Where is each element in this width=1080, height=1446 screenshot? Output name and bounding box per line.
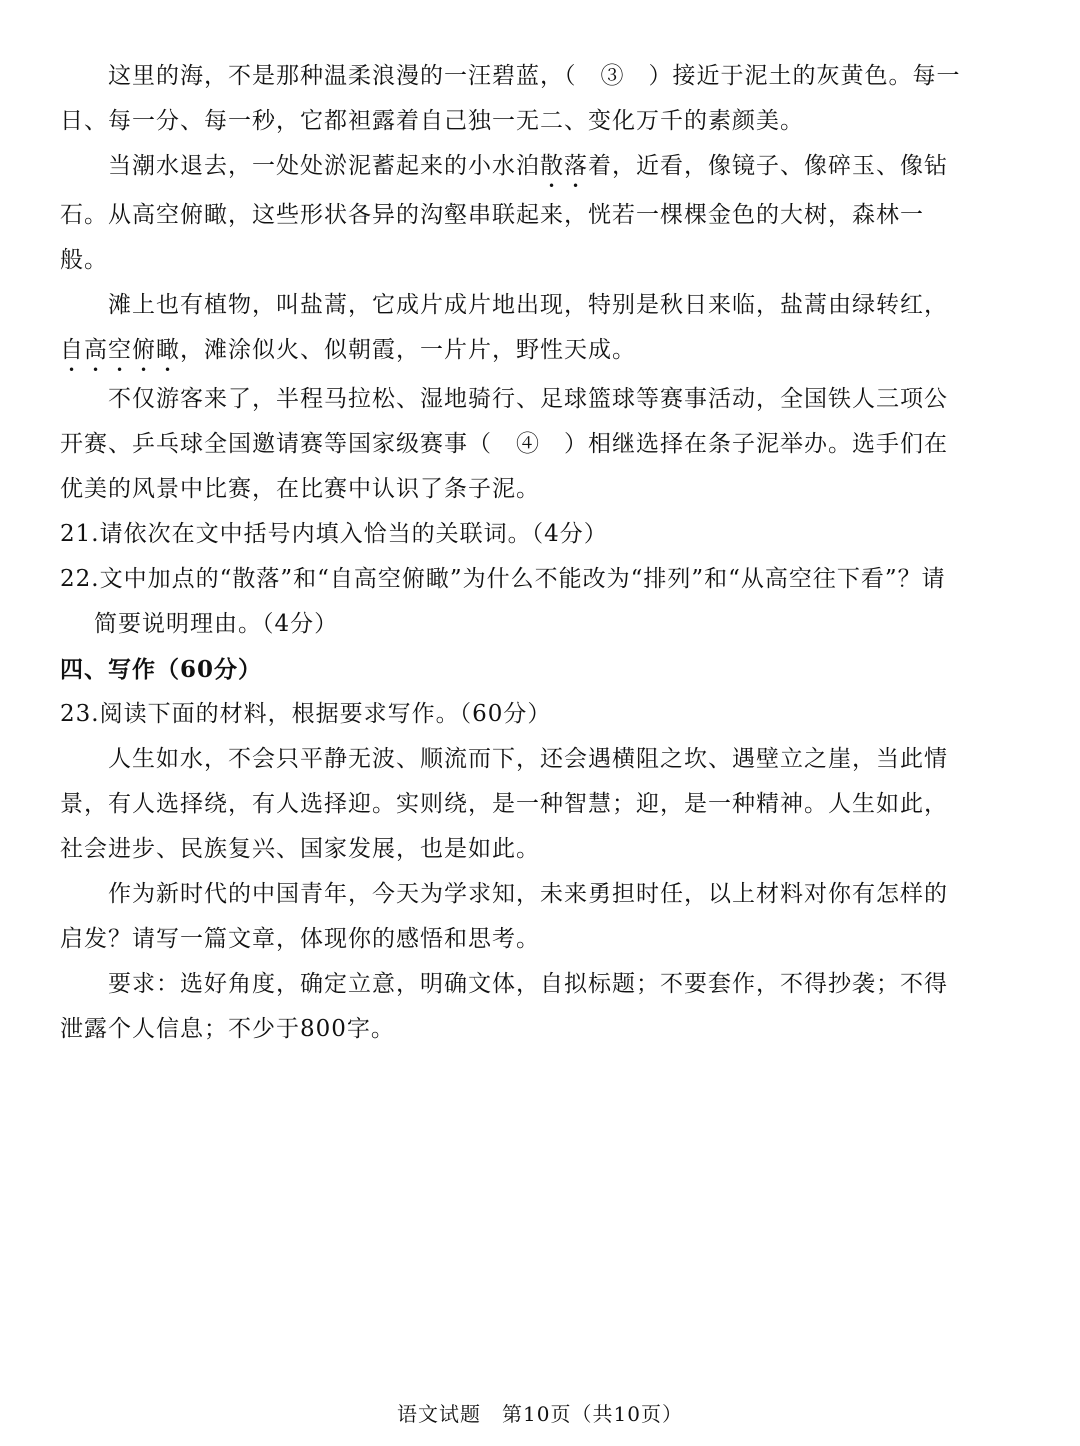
question-22: 22.文中加点的“散落”和“自高空俯瞰”为什么不能改为“排列”和“从高空往下看”？请简要说明理由。（4分）	[60, 566, 946, 637]
question-21: 21.请依次在文中括号内填入恰当的关联词。（4分）	[60, 521, 608, 547]
question-23: 23.阅读下面的材料，根据要求写作。（60分）	[60, 701, 552, 727]
passage-p3-text-a: 滩上也有植物，叫盐蒿，它成片成片地出现，特别是秋日来临，盐蒿由绿转红，	[108, 292, 948, 318]
passage-p2-text-a: 当潮水退去，一处处淤泥蓄起来的小水泊	[108, 153, 540, 179]
passage-paragraph-4: 不仅游客来了，半程马拉松、湿地骑行、足球篮球等赛事活动，全国铁人三项公开赛、乒乓球全国邀请赛等国家级赛事（ ④ ）相继选择在条子泥举办。选手们在优美的风景中比赛，在比赛中认识了条子泥。	[60, 386, 948, 502]
page-content	[60, 54, 965, 1052]
passage-paragraph-2	[60, 144, 965, 283]
material-paragraph-1: 人生如水，不会只平静无波、顺流而下，还会遇横阻之坎、遇壁立之崖，当此情景，有人选择绕，有人选择迎。实则绕，是一种智慧；迎，是一种精神。人生如此，社会进步、民族复兴、国家发展，也是如此。	[60, 746, 948, 862]
emphasized-phrase-zigaokong: 自高空俯瞰	[60, 337, 180, 363]
passage-p2-text-b: 着，近看，像镜子、像碎玉、像钻石。从高空俯瞰，这些形状各异的沟壑串联起来，恍若一棵棵金色的大树，森林一般。	[60, 153, 948, 273]
page-footer: 语文试题 第10页（共10页）	[397, 1402, 683, 1426]
passage-paragraph-1: 这里的海，不是那种温柔浪漫的一汪碧蓝，（ ③ ）接近于泥土的灰黄色。每一日、每一分、每一秒，它都袒露着自己独一无二、变化万千的素颜美。	[60, 63, 961, 134]
passage-paragraph-3	[60, 283, 965, 377]
writing-requirements: 要求：选好角度，确定立意，明确文体，自拟标题；不要套作，不得抄袭；不得泄露个人信息；不少于800字。	[60, 971, 948, 1042]
emphasized-word-sanluo: 散落	[540, 153, 588, 179]
material-paragraph-2: 作为新时代的中国青年，今天为学求知，未来勇担时任，以上材料对你有怎样的启发？请写一篇文章，体现你的感悟和思考。	[60, 881, 948, 952]
section-heading-writing: 四、写作（60分）	[60, 656, 263, 683]
passage-p3-text-b: ，滩涂似火、似朝霞，一片片，野性天成。	[180, 337, 636, 363]
